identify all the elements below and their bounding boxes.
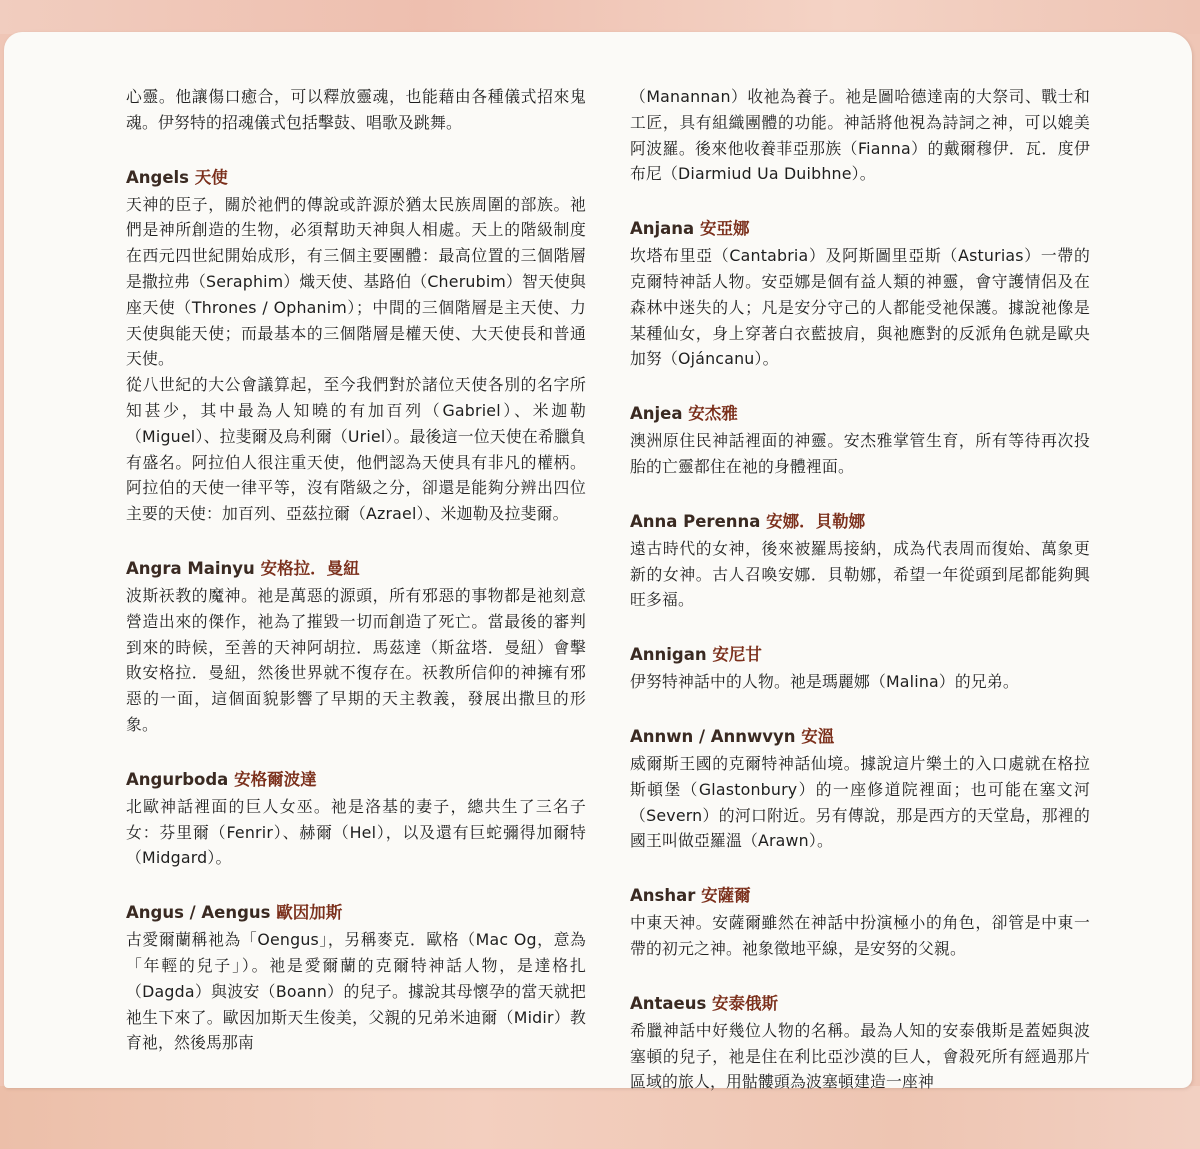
entry-term xyxy=(630,992,1090,1016)
term-zh: 歐因加斯 xyxy=(276,903,343,923)
term-zh: 安格爾波達 xyxy=(234,769,317,789)
entry-antaeus xyxy=(630,992,1090,1095)
entry-term xyxy=(630,217,1090,241)
entry-angus-continued xyxy=(630,84,1090,187)
entry-annwn xyxy=(630,725,1090,854)
right-column xyxy=(630,84,1090,1095)
term-en: Angurboda xyxy=(126,769,229,789)
intro-paragraph: 心靈。他讓傷口癒合，可以釋放靈魂，也能藉由各種儀式招來鬼魂。伊努特的招魂儀式包括擊鼓、唱歌及跳舞。 xyxy=(126,87,586,132)
entry-body: 北歐神話裡面的巨人女巫。祂是洛基的妻子，總共生了三名子女：芬里爾（Fenrir）、赫爾（Hel），以及還有巨蛇彌得加爾特（Midgard）。 xyxy=(126,796,586,868)
term-en: Anjana xyxy=(630,219,695,239)
entry-term xyxy=(630,402,1090,426)
entry-term xyxy=(126,901,586,925)
entry-body: 澳洲原住民神話裡面的神靈。安杰雅掌管生育，所有等待再次投胎的亡靈都住在祂的身體裡面。 xyxy=(630,431,1090,476)
term-zh: 安泰俄斯 xyxy=(712,993,779,1013)
entry-angels xyxy=(126,166,586,527)
term-zh: 天使 xyxy=(194,167,228,187)
entry-term xyxy=(630,510,1090,534)
term-zh: 安格拉．曼紐 xyxy=(260,558,360,578)
left-column xyxy=(126,84,586,1056)
entry-body: 古愛爾蘭稱祂為「Oengus」，另稱麥克．歐格（Mac Og，意為「年輕的兒子」）。祂是愛爾蘭的克爾特神話人物，是達格扎（Dagda）與波安（Boann）的兒子。據說其母懷孕的當天就把祂生下來了。歐因加斯天生俊美，父親的兄弟米迪爾（Midir）教育祂，然後馬那南 xyxy=(126,930,586,1053)
book-page xyxy=(4,32,1192,1092)
term-zh: 安亞娜 xyxy=(699,219,750,239)
entry-term xyxy=(126,557,586,581)
entry-angurboda xyxy=(126,768,586,871)
entry-body: 威爾斯王國的克爾特神話仙境。據說這片樂土的入口處就在格拉斯頓堡（Glastonbury）的一座修道院裡面；也可能在塞文河（Severn）的河口附近。另有傳說，那是西方的天堂島，那裡的國王叫做亞羅溫（Arawn）。 xyxy=(630,753,1090,851)
term-en: Anshar xyxy=(630,886,696,906)
entry-term xyxy=(126,768,586,792)
entry-term xyxy=(630,643,1090,667)
term-en: Anjea xyxy=(630,404,683,424)
term-zh: 安尼甘 xyxy=(712,645,762,665)
entry-body: 中東天神。安薩爾雖然在神話中扮演極小的角色，卻管是中東一帶的初元之神。祂象徵地平線，是安努的父親。 xyxy=(630,913,1090,958)
entry-anjea xyxy=(630,402,1090,480)
entry-angra-mainyu xyxy=(126,557,586,738)
scan-background-top xyxy=(0,0,1200,34)
scan-background-bottom xyxy=(0,1086,1200,1149)
entry-term xyxy=(630,884,1090,908)
term-en: Angus / Aengus xyxy=(126,903,271,923)
entry-body: 伊努特神話中的人物。祂是瑪麗娜（Malina）的兄弟。 xyxy=(630,672,1019,692)
entry-annigan xyxy=(630,643,1090,695)
term-zh: 安薩爾 xyxy=(701,886,751,906)
term-en: Anna Perenna xyxy=(630,511,761,531)
entry-body: 遠古時代的女神，後來被羅馬接納，成為代表周而復始、萬象更新的女神。古人召喚安娜．貝勒娜，希望一年從頭到尾都能夠興旺多福。 xyxy=(630,538,1090,610)
term-en: Angra Mainyu xyxy=(126,558,255,578)
entry-body: 希臘神話中好幾位人物的名稱。最為人知的安泰俄斯是蓋婭與波塞頓的兒子，祂是住在利比亞沙漠的巨人，會殺死所有經過那片區域的旅人，用骷髏頭為波塞頓建造一座神 xyxy=(630,1020,1090,1092)
entry-body: 波斯祆教的魔神。祂是萬惡的源頭，所有邪惡的事物都是祂刻意營造出來的傑作，祂為了摧毀一切而創造了死亡。當最後的審判到來的時候，至善的天神阿胡拉．馬茲達（斯盆塔．曼紐）會擊敗安格拉．曼紐，然後世界就不復存在。祆教所信仰的神擁有邪惡的一面，這個面貌影響了早期的天主教義，發展出撒旦的形象。 xyxy=(126,585,586,734)
entry-anjana xyxy=(630,217,1090,372)
entry-term xyxy=(630,725,1090,749)
entry-term xyxy=(126,166,586,190)
term-zh: 安溫 xyxy=(801,726,835,746)
term-en: Annigan xyxy=(630,645,707,665)
term-en: Antaeus xyxy=(630,993,707,1013)
entry-body: 坎塔布里亞（Cantabria）及阿斯圖里亞斯（Asturias）一帶的克爾特神話人物。安亞娜是個有益人類的神靈，會守護情侶及在森林中迷失的人；凡是安分守己的人都能受祂保護。據說祂像是某種仙女，身上穿著白衣藍披肩，與祂應對的反派角色就是歐央加努（Ojáncanu）。 xyxy=(630,246,1090,369)
term-en: Annwn / Annwvyn xyxy=(630,726,796,746)
term-zh: 安娜．貝勒娜 xyxy=(766,511,866,531)
entry-body: （Manannan）收祂為養子。祂是圖哈德達南的大祭司、戰士和工匠，具有組織團體的功能。神話將他視為詩詞之神，可以媲美阿波羅。後來他收養菲亞那族（Fianna）的戴爾穆伊．瓦．度伊布尼（Diarmiud Ua Duibhne）。 xyxy=(630,87,1090,184)
entry-angus xyxy=(126,901,586,1056)
entry-anna-perenna xyxy=(630,510,1090,613)
entry-body: 從八世紀的大公會議算起，至今我們對於諸位天使各別的名字所知甚少，其中最為人知曉的有加百列（Gabriel）、米迦勒（Miguel）、拉斐爾及烏利爾（Uriel）。最後這一位天使在希臘負有盛名。阿拉伯人很注重天使，他們認為天使具有非凡的權柄。阿拉伯的天使一律平等，沒有階級之分，卻還是能夠分辨出四位主要的天使：加百列、亞茲拉爾（Azrael）、米迦勒及拉斐爾。 xyxy=(126,375,586,524)
entry-body: 天神的臣子，關於祂們的傳說或許源於猶太民族周圍的部族。祂們是神所創造的生物，必須幫助天神與人相處。天上的階級制度在西元四世紀開始成形，有三個主要團體：最高位置的三個階層是撒拉弗（Seraphim）熾天使、基路伯（Cherubim）智天使與座天使（Thrones / Ophanim）；中間的三個階層是主天使、力天使與能天使；而最基本的三個階層是權天使、大天使長和普通天使。 xyxy=(126,194,586,369)
term-zh: 安杰雅 xyxy=(688,404,738,424)
entry-anshar xyxy=(630,884,1090,962)
term-en: Angels xyxy=(126,167,189,187)
